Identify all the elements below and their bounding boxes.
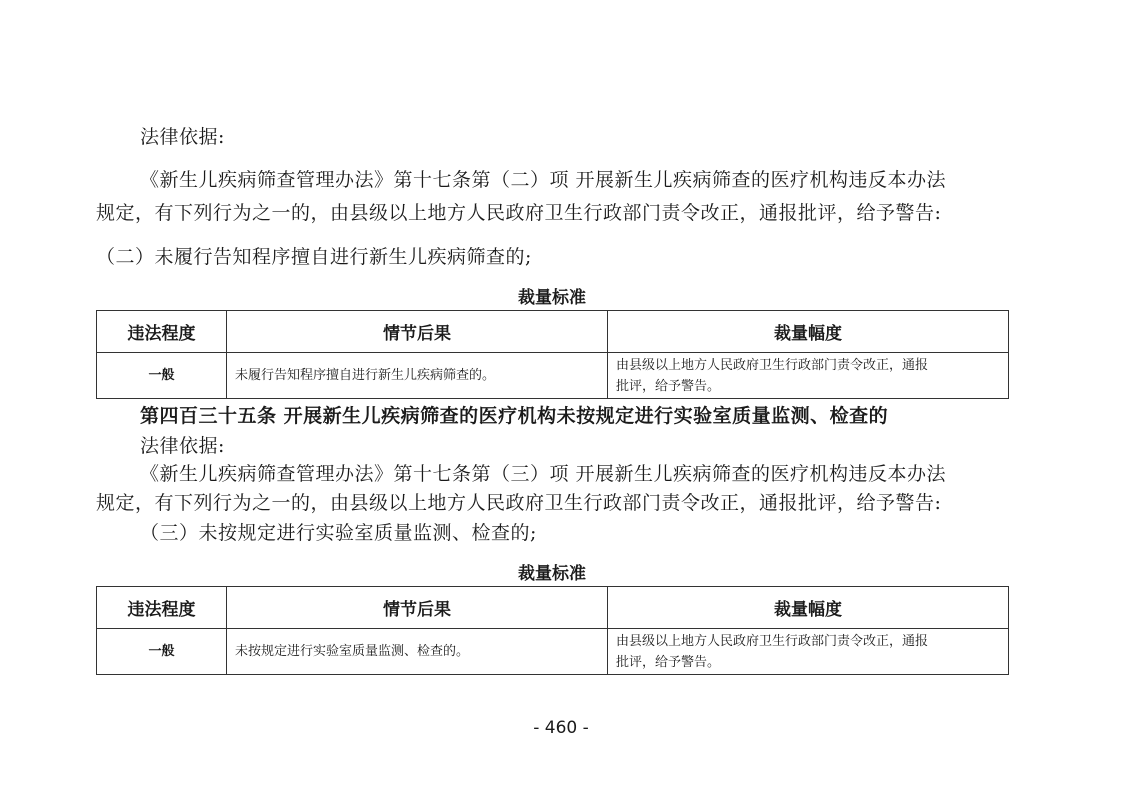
table-row	[97, 629, 1009, 675]
law-item: （二）未履行告知程序擅自进行新生儿疾病筛查的;	[96, 246, 532, 268]
discretion-table	[96, 310, 1009, 399]
law-text-line: 《新生儿疾病筛查管理办法》第十七条第（三）项 开展新生儿疾病筛查的医疗机构违反本办法	[140, 463, 947, 485]
header-level: 违法程度	[97, 311, 227, 353]
range-cell	[608, 629, 1009, 675]
header-circumstance: 情节后果	[227, 587, 608, 629]
range-line: 由县级以上地方人民政府卫生行政部门责令改正，通报	[616, 633, 929, 649]
table-caption: 裁量标准	[518, 288, 586, 308]
header-range: 裁量幅度	[608, 311, 1009, 353]
header-circumstance: 情节后果	[227, 311, 608, 353]
range-line: 批评，给予警告。	[616, 378, 721, 394]
legal-basis-label: 法律依据:	[140, 126, 225, 148]
legal-basis-label: 法律依据:	[140, 435, 225, 457]
discretion-table	[96, 586, 1009, 675]
table-row	[97, 353, 1009, 399]
table-header-row	[97, 587, 1009, 629]
level-cell: 一般	[97, 353, 227, 399]
circumstance-cell: 未履行告知程序擅自进行新生儿疾病筛查的。	[227, 353, 608, 399]
law-text-line: 《新生儿疾病筛查管理办法》第十七条第（二）项 开展新生儿疾病筛查的医疗机构违反本办法	[140, 169, 947, 191]
circumstance-cell: 未按规定进行实验室质量监测、检查的。	[227, 629, 608, 675]
level-cell: 一般	[97, 629, 227, 675]
header-range: 裁量幅度	[608, 587, 1009, 629]
page-number: - 460 -	[533, 718, 589, 738]
law-text-line: 规定，有下列行为之一的，由县级以上地方人民政府卫生行政部门责令改正，通报批评，给予警告:	[96, 492, 942, 514]
range-cell	[608, 353, 1009, 399]
table-caption: 裁量标准	[518, 564, 586, 584]
article-heading: 第四百三十五条 开展新生儿疾病筛查的医疗机构未按规定进行实验室质量监测、检查的	[140, 405, 889, 427]
range-line: 批评，给予警告。	[616, 654, 721, 670]
law-item: （三）未按规定进行实验室质量监测、检查的;	[140, 522, 537, 544]
law-text-line: 规定，有下列行为之一的，由县级以上地方人民政府卫生行政部门责令改正，通报批评，给予警告:	[96, 202, 942, 224]
header-level: 违法程度	[97, 587, 227, 629]
range-line: 由县级以上地方人民政府卫生行政部门责令改正，通报	[616, 357, 929, 373]
table-header-row	[97, 311, 1009, 353]
